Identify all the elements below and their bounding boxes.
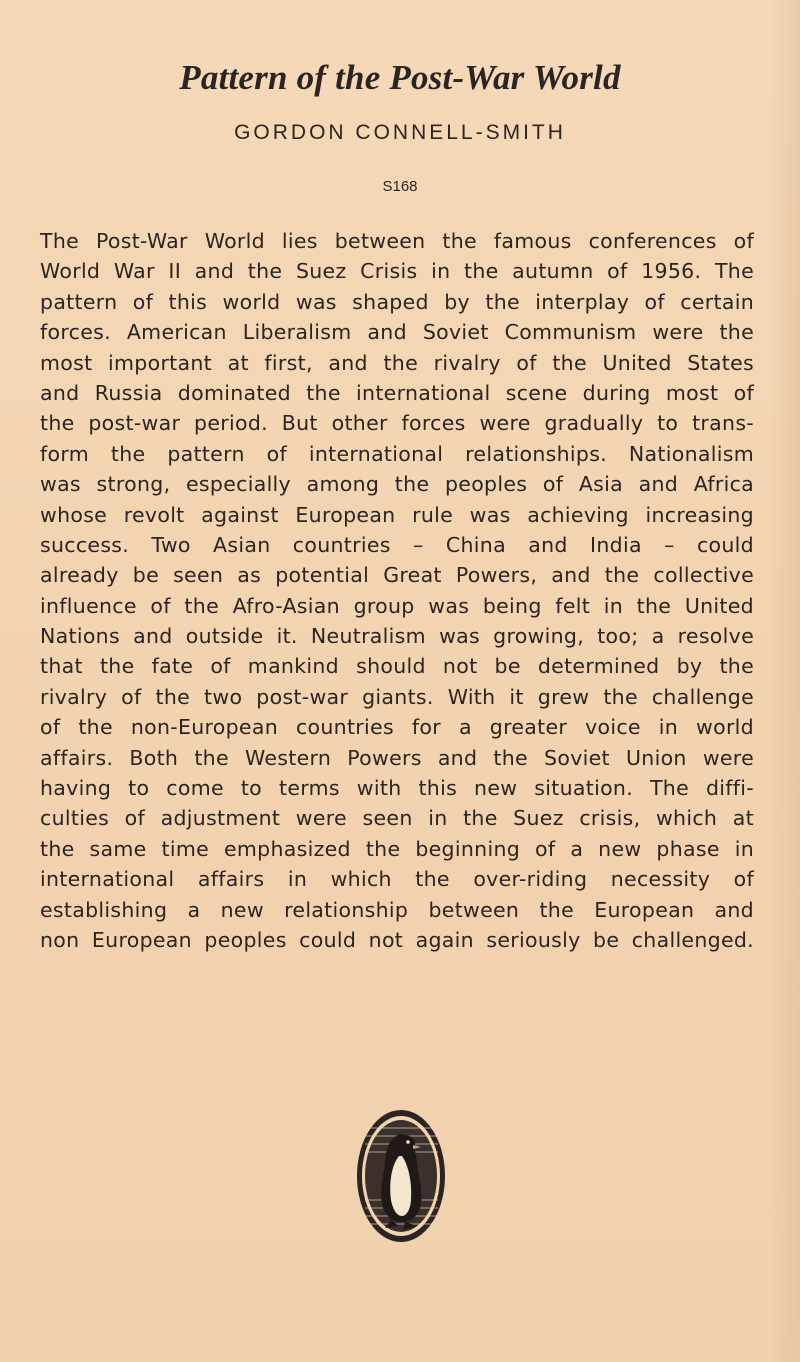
blurb-line: The Post-War World lies between the famous conferences of bbox=[40, 229, 754, 253]
blurb-line: establishing a new relationship between the European and bbox=[40, 897, 754, 922]
blurb-line: of the non-European countries for a greater voice in world bbox=[40, 715, 754, 740]
blurb-line: already be seen as potential Great Powers, and the collective bbox=[40, 563, 754, 588]
blurb-line: culties of adjustment were seen in the Suez crisis, which at bbox=[40, 806, 754, 831]
blurb-line: the post-war period. But other forces were gradually to trans- bbox=[40, 411, 754, 436]
blurb-line: pattern of this world was shaped by the interplay of certain bbox=[40, 289, 754, 314]
book-title: Pattern of the Post-War World bbox=[179, 58, 621, 97]
blurb-line: most important at first, and the rivalry of the United States bbox=[40, 350, 754, 375]
blurb-line: whose revolt against European rule was achieving increasing bbox=[40, 502, 754, 527]
blurb-paragraph bbox=[40, 226, 754, 955]
blurb-line: affairs. Both the Western Powers and the Soviet Union were bbox=[40, 745, 754, 770]
blurb-line: non European peoples could not again seriously be challenged. bbox=[40, 927, 754, 952]
blurb-line: influence of the Afro-Asian group was being felt in the United bbox=[40, 593, 754, 618]
blurb-line: the same time emphasized the beginning of a new phase in bbox=[40, 836, 754, 861]
blurb-line: Nations and outside it. Neutralism was growing, too; a resolve bbox=[40, 624, 754, 649]
series-code: S168 bbox=[382, 178, 418, 195]
blurb-line: that the fate of mankind should not be determined by the bbox=[40, 654, 754, 679]
penguin-logo-icon bbox=[355, 1108, 447, 1244]
blurb-line: World War II and the Suez Crisis in the autumn of 1956. The bbox=[40, 259, 754, 284]
blurb-line: success. Two Asian countries – China and India – could bbox=[40, 532, 754, 557]
blurb-line: having to come to terms with this new situation. The diffi- bbox=[40, 776, 754, 801]
blurb-line: was strong, especially among the peoples of Asia and Africa bbox=[40, 472, 754, 497]
blurb-line: rivalry of the two post-war giants. With it grew the challenge bbox=[40, 684, 754, 709]
book-author: GORDON CONNELL-SMITH bbox=[234, 121, 566, 144]
blurb-line: international affairs in which the over-riding necessity of bbox=[40, 867, 754, 892]
blurb-line: form the pattern of international relationships. Nationalism bbox=[40, 441, 754, 466]
blurb-line: and Russia dominated the international scene during most of bbox=[40, 380, 754, 405]
blurb-line: forces. American Liberalism and Soviet Communism were the bbox=[40, 320, 754, 345]
